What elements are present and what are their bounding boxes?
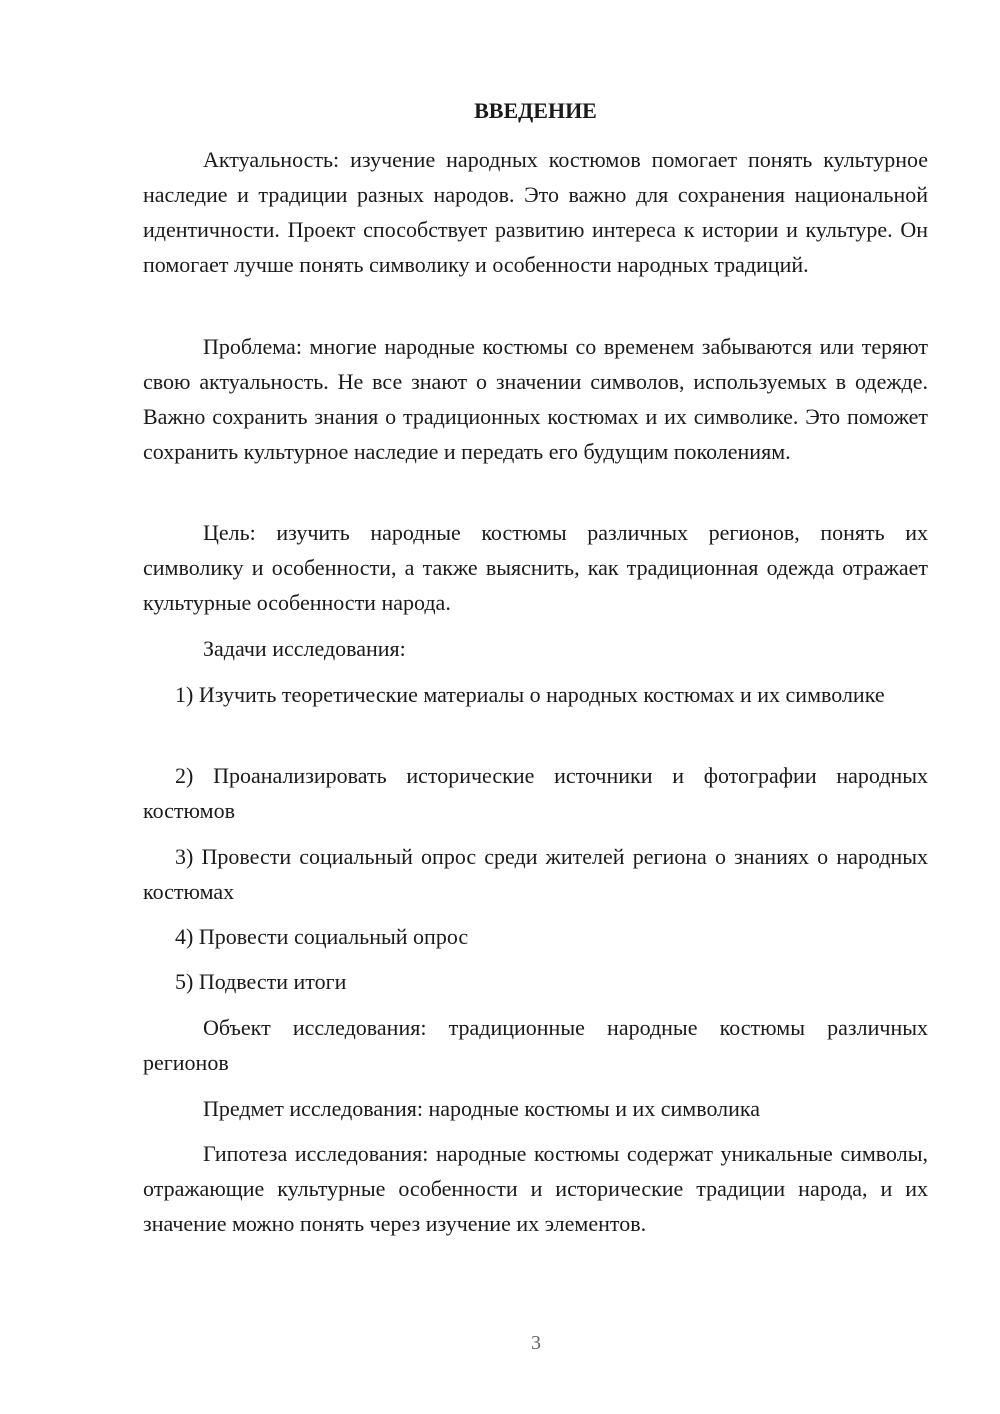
list-item-task-2: 2) Проанализировать исторические источники и фотографии народных костюмов	[143, 763, 928, 823]
paragraph-hypothesis: Гипотеза исследования: народные костюмы содержат уникальные символы, отражающие культурные особенности и исторические традиции народа, и их значение можно понять через изучение их элементов.	[143, 1141, 928, 1236]
paragraph-goal: Цель: изучить народные костюмы различных регионов, понять их символику и особенности, а также выяснить, как традиционная одежда отражает культурные особенности народа.	[143, 520, 928, 615]
list-item-task-4: 4) Провести социальный опрос	[175, 924, 469, 949]
paragraph-research-subject: Предмет исследования: народные костюмы и их символика	[203, 1096, 761, 1121]
page-number: 3	[531, 1332, 541, 1354]
paragraph-problem: Проблема: многие народные костюмы со временем забываются или теряют свою актуальность. Не все знают о значении символов, используемых в одежде. Важно сохранить знания о традиционных костюмах и их символике. Это поможет сохранить культурное наследие и передать его будущим поколениям.	[143, 334, 928, 464]
list-item-task-1: 1) Изучить теоретические материалы о народных костюмах и их символике	[175, 682, 885, 707]
list-item-task-3: 3) Провести социальный опрос среди жителей региона о знаниях о народных костюмах	[143, 844, 928, 904]
paragraph-relevance: Актуальность: изучение народных костюмов помогает понять культурное наследие и традиции разных народов. Это важно для сохранения национальной идентичности. Проект способствует развитию интереса к истории и культуре. Он помогает лучше понять символику и особенности народных традиций.	[143, 147, 928, 277]
paragraph-research-object: Объект исследования: традиционные народные костюмы различных регионов	[143, 1015, 928, 1075]
page-title: ВВЕДЕНИЕ	[474, 98, 597, 123]
paragraph-tasks-heading: Задачи исследования:	[203, 636, 406, 661]
list-item-task-5: 5) Подвести итоги	[175, 969, 347, 994]
